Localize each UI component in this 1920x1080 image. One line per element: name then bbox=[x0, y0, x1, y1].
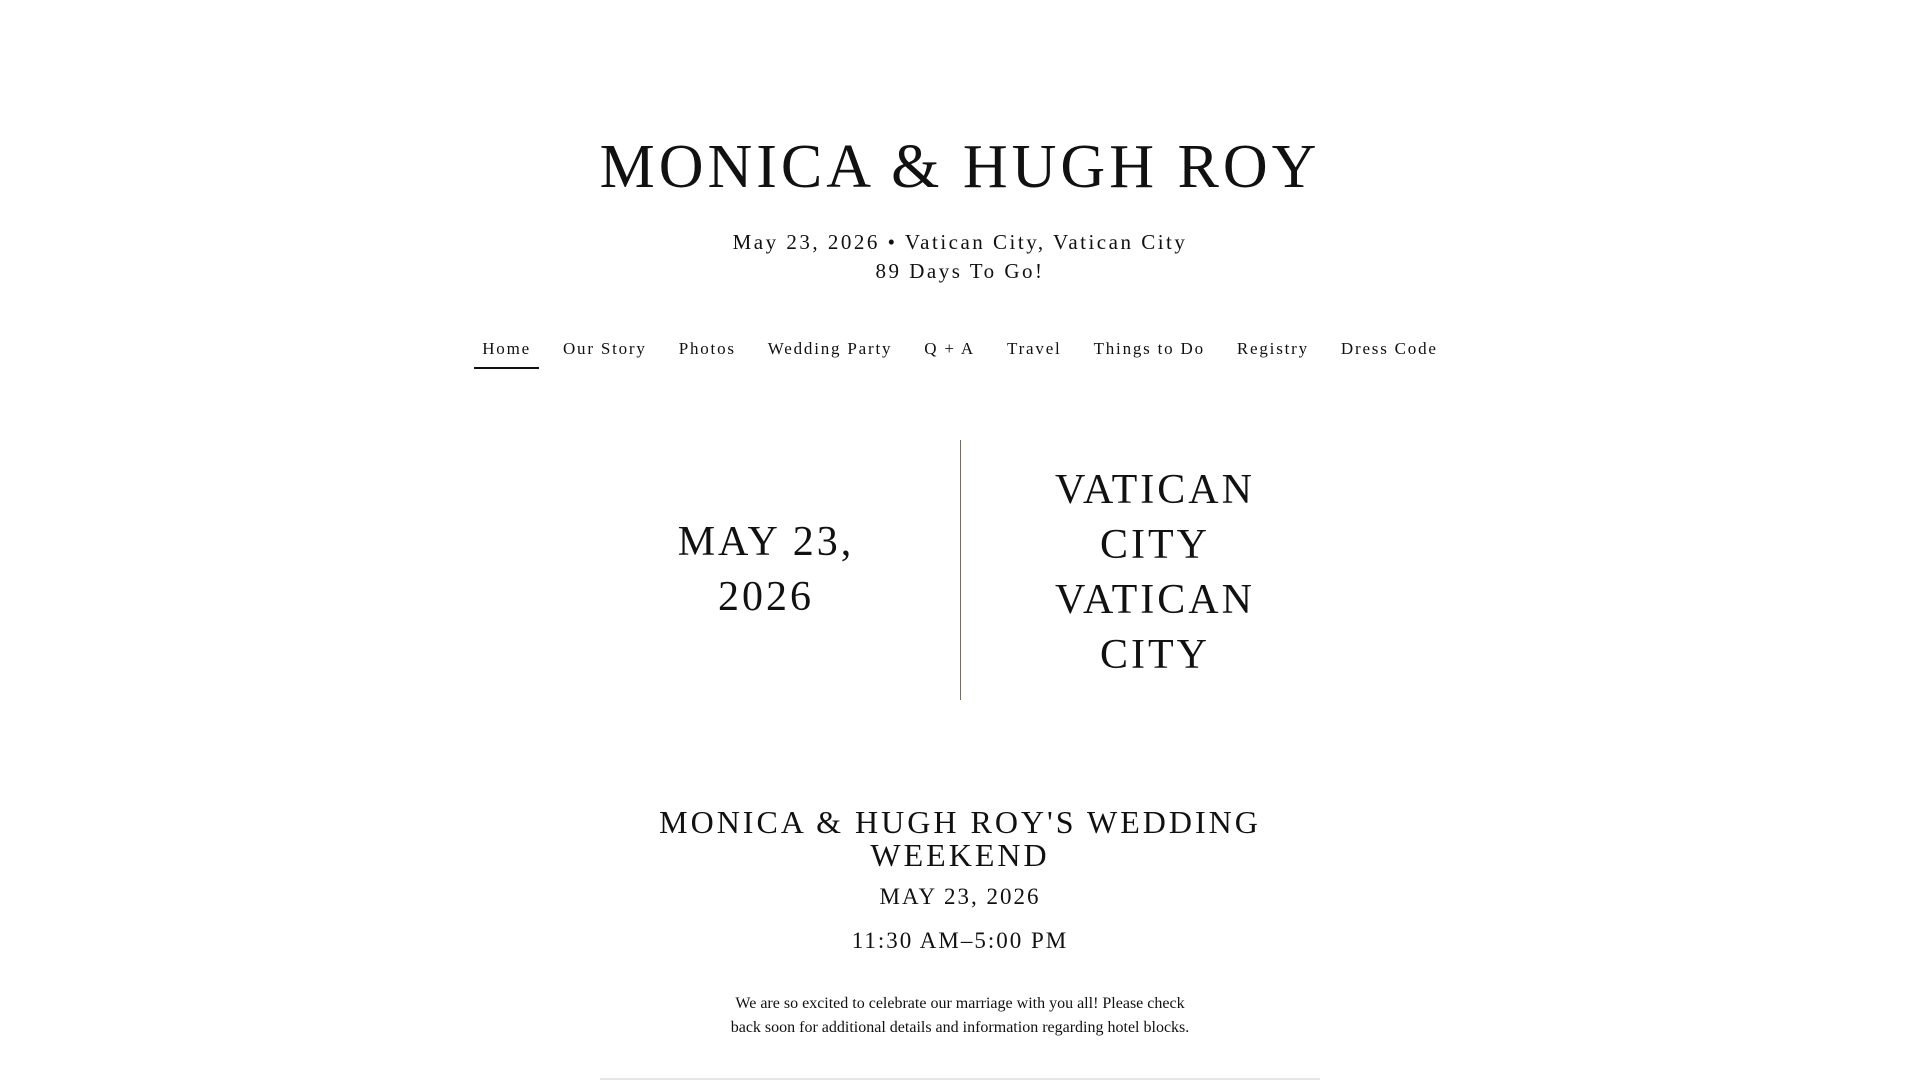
nav-item-dress-code[interactable]: Dress Code bbox=[1340, 339, 1438, 358]
hero-location bbox=[1005, 463, 1305, 683]
nav-item-wedding-party[interactable]: Wedding Party bbox=[767, 339, 893, 358]
main-nav bbox=[0, 335, 1920, 369]
nav-item-things-to-do[interactable]: Things to Do bbox=[1093, 339, 1205, 358]
event-message-line: back soon for additional details and information regarding hotel blocks. bbox=[730, 1019, 1190, 1036]
event-title bbox=[610, 806, 1310, 872]
event-time: 11:30 AM–5:00 PM bbox=[851, 928, 1069, 953]
date-location-line: May 23, 2026 • Vatican City, Vatican City bbox=[732, 230, 1188, 254]
nav-item-registry[interactable]: Registry bbox=[1236, 339, 1309, 358]
countdown-text: 89 Days To Go! bbox=[875, 259, 1045, 283]
event-message bbox=[725, 992, 1195, 1040]
hero-date-line: MAY 23, bbox=[677, 519, 855, 565]
event-title-line: WEEKEND bbox=[870, 837, 1050, 873]
nav-item-q-and-a[interactable]: Q + A bbox=[924, 339, 975, 358]
couple-names-title: MONICA & HUGH ROY bbox=[599, 133, 1321, 201]
hero-date-line: 2026 bbox=[718, 574, 814, 620]
nav-item-our-story[interactable]: Our Story bbox=[562, 339, 647, 358]
hero-divider bbox=[960, 440, 961, 700]
nav-item-photos[interactable]: Photos bbox=[678, 339, 736, 358]
nav-item-travel[interactable]: Travel bbox=[1007, 339, 1062, 358]
event-message-line: We are so excited to celebrate our marriage with you all! Please check bbox=[735, 995, 1185, 1012]
hero-location-line: CITY bbox=[1100, 632, 1210, 678]
hero-date bbox=[616, 515, 916, 625]
hero-section bbox=[0, 440, 1920, 700]
nav-item-home[interactable]: Home bbox=[474, 335, 539, 369]
hero-location-line: CITY bbox=[1100, 522, 1210, 568]
event-date: MAY 23, 2026 bbox=[879, 884, 1041, 909]
hero-location-line: VATICAN bbox=[1055, 467, 1255, 513]
hero-location-line: VATICAN bbox=[1055, 577, 1255, 623]
event-title-line: MONICA & HUGH ROY'S WEDDING bbox=[659, 804, 1261, 840]
